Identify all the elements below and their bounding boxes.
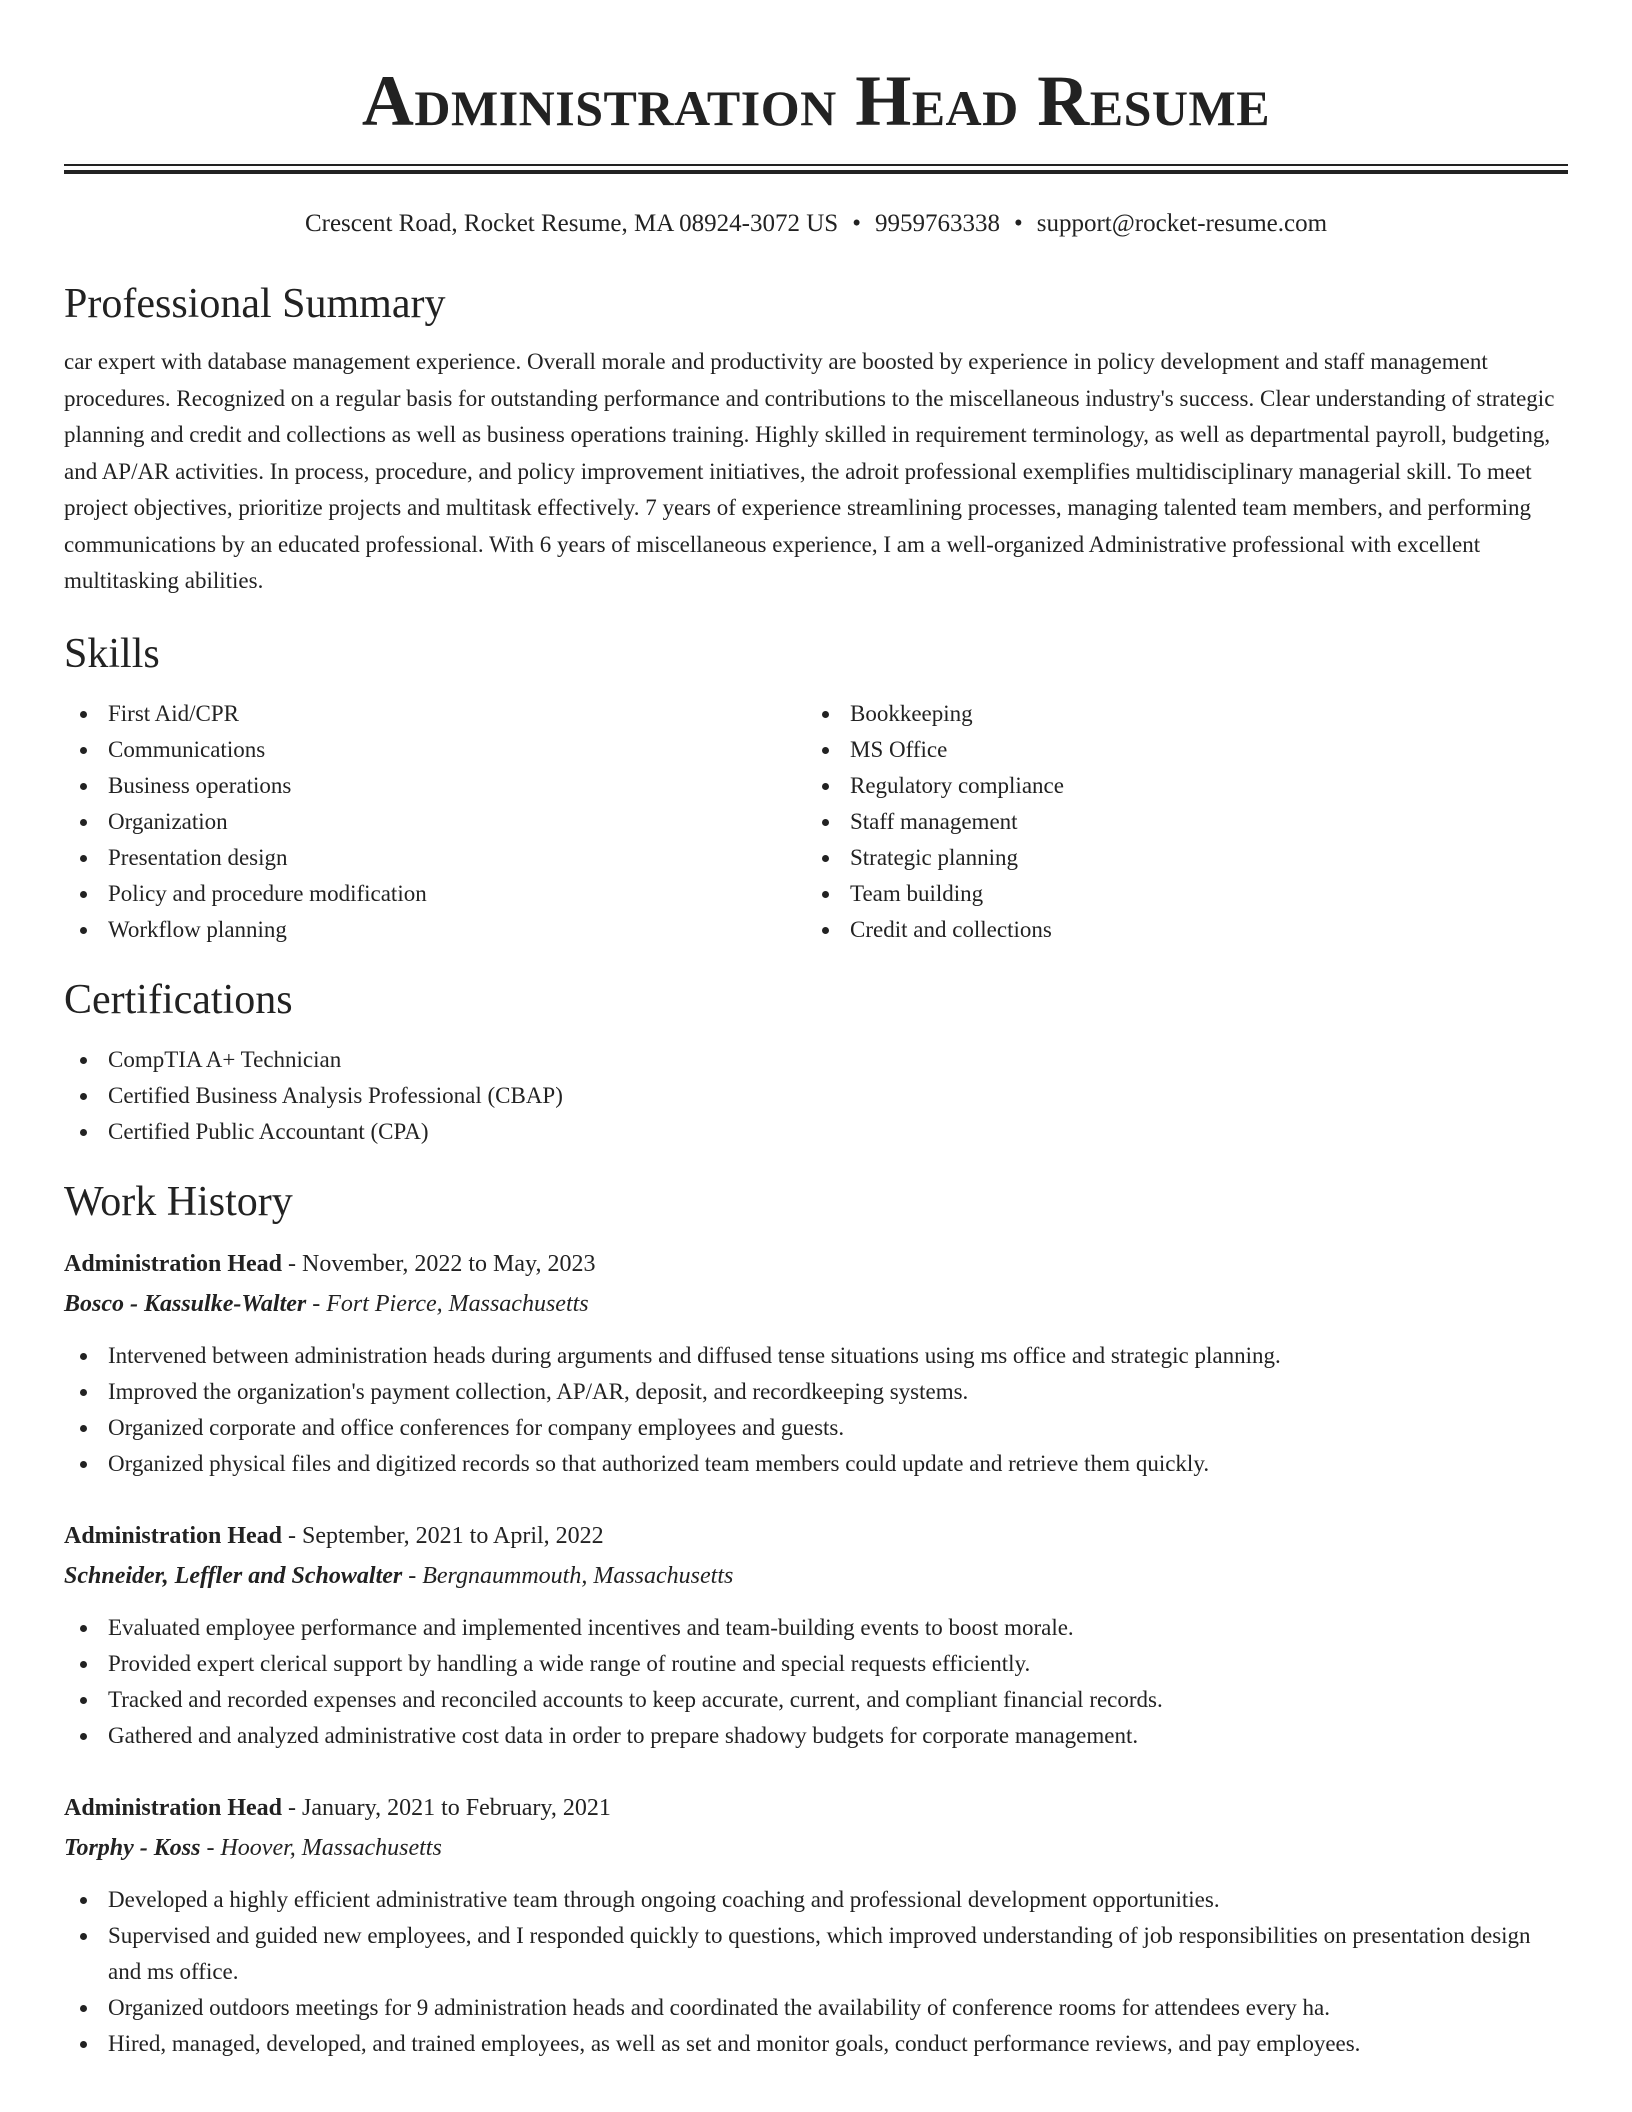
- bullet-dot-icon: [822, 855, 829, 862]
- bullet-dot-icon: [822, 783, 829, 790]
- job-duty-item: [64, 2026, 1568, 2062]
- bullet-dot-icon: [80, 711, 87, 718]
- skill-item: [64, 696, 806, 732]
- bullet-dot-icon: [80, 1129, 87, 1136]
- job-dates: - September, 2021 to April, 2022: [282, 1522, 604, 1549]
- bullet-dot-icon: [80, 747, 87, 754]
- skills-list-left: [64, 696, 806, 948]
- skill-item: [64, 912, 806, 948]
- skill-item: [806, 696, 1548, 732]
- skills-column-left: [64, 696, 806, 948]
- summary-section: [64, 278, 1568, 600]
- job-title: Administration Head: [64, 1250, 283, 1277]
- summary-heading: Professional Summary: [64, 281, 446, 327]
- bullet-dot-icon: [822, 927, 829, 934]
- bullet-dot-icon: [80, 1897, 87, 1904]
- certification-item-text: CompTIA A+ Technician: [108, 1046, 342, 1072]
- bullet-dot-icon: [80, 1697, 87, 1704]
- bullet-dot-icon: [80, 891, 87, 898]
- job-location: - Bergnaummouth, Massachusetts: [402, 1562, 734, 1589]
- bullet-dot-icon: [80, 1933, 87, 1940]
- bullet-dot-icon: [80, 855, 87, 862]
- page-title: Administration Head Resume: [361, 61, 1271, 141]
- bullet-dot-icon: [80, 1389, 87, 1396]
- job-company: Bosco - Kassulke-Walter: [64, 1290, 307, 1317]
- bullet-dot-icon: [80, 2041, 87, 2048]
- bullet-dot-icon: [80, 1661, 87, 1668]
- bullet-dot-icon: [80, 1353, 87, 1360]
- job-title-line: [64, 1788, 1568, 1828]
- skill-item: [64, 768, 806, 804]
- job-company: Torphy - Koss: [64, 1834, 201, 1861]
- job-company-line: [64, 1284, 1568, 1324]
- certification-item-text: Certified Business Analysis Professional (CBAP): [108, 1082, 563, 1108]
- job-duty-item-text: Improved the organization's payment collection, AP/AR, deposit, and recordkeeping systems.: [108, 1378, 969, 1404]
- bullet-dot-icon: [80, 1733, 87, 1740]
- bullet-dot-icon: [822, 747, 829, 754]
- job-title-line: [64, 1244, 1568, 1284]
- job-entry: [64, 1516, 1568, 1754]
- bullet-dot-icon: [80, 1057, 87, 1064]
- skill-item-text: First Aid/CPR: [108, 700, 240, 726]
- job-title: Administration Head: [64, 1522, 283, 1549]
- job-entry: [64, 1244, 1568, 1482]
- contact-phone: 9959763338: [874, 210, 1000, 237]
- job-duties-list: [64, 1882, 1568, 2062]
- skill-item: [64, 876, 806, 912]
- skill-item: [806, 912, 1548, 948]
- skills-heading: Skills: [64, 630, 160, 677]
- skill-item: [64, 840, 806, 876]
- job-duty-item-text: Supervised and guided new employees, and I responded quickly to questions, which improved understanding of job responsibilities on presentation design and ms office.: [108, 1922, 1531, 1984]
- job-duty-item: [64, 1374, 1568, 1410]
- work-history-section: [64, 1176, 1568, 2062]
- job-duty-item-text: Provided expert clerical support by handling a wide range of routine and special requests efficiently.: [108, 1650, 1031, 1676]
- certification-item: [64, 1078, 1568, 1114]
- bullet-dot-icon: [80, 1461, 87, 1468]
- contact-address: Crescent Road, Rocket Resume, MA 08924-3072 US: [304, 210, 839, 237]
- work-history-heading: Work History: [64, 1178, 293, 1225]
- job-location: - Fort Pierce, Massachusetts: [306, 1290, 589, 1317]
- bullet-dot-icon: [80, 1425, 87, 1432]
- job-duty-item: [64, 1646, 1568, 1682]
- bullet-dot-icon: [822, 819, 829, 826]
- skill-item-text: Communications: [108, 736, 266, 762]
- job-duties-list: [64, 1610, 1568, 1754]
- job-duty-item: [64, 1682, 1568, 1718]
- skills-list-right: [806, 696, 1548, 948]
- job-duty-item: [64, 1338, 1568, 1374]
- job-company-line: [64, 1828, 1568, 1868]
- jobs-list: [64, 1244, 1568, 2062]
- skill-item-text: Business operations: [108, 772, 292, 798]
- job-dates: - January, 2021 to February, 2021: [282, 1794, 611, 1821]
- contact-separator: •: [852, 210, 861, 237]
- job-duty-item: [64, 1882, 1568, 1918]
- skill-item-text: Workflow planning: [108, 916, 287, 942]
- job-duty-item-text: Hired, managed, developed, and trained employees, as well as set and monitor goals, conduct performance reviews, and pay employees.: [108, 2030, 1361, 2056]
- job-location: - Hoover, Massachusetts: [200, 1834, 442, 1861]
- skill-item-text: Policy and procedure modification: [108, 880, 427, 906]
- bullet-dot-icon: [80, 783, 87, 790]
- skill-item: [64, 732, 806, 768]
- job-duty-item-text: Evaluated employee performance and implemented incentives and team-building events to boost morale.: [108, 1614, 1074, 1640]
- certification-item-text: Certified Public Accountant (CPA): [108, 1118, 429, 1144]
- certification-item: [64, 1114, 1568, 1150]
- job-title-line: [64, 1516, 1568, 1556]
- job-company: Schneider, Leffler and Schowalter: [64, 1562, 403, 1589]
- skill-item-text: Staff management: [850, 808, 1018, 834]
- skill-item: [806, 876, 1548, 912]
- job-duty-item-text: Organized outdoors meetings for 9 administration heads and coordinated the availability of conference rooms for attendees every ha.: [108, 1994, 1330, 2020]
- skill-item-text: Credit and collections: [850, 916, 1052, 942]
- bullet-dot-icon: [822, 711, 829, 718]
- summary-text: car expert with database management experience. Overall morale and productivity are boosted by experience in policy development and staff management procedures. Recognized on a regular basis for outstanding performance and contributions to the miscellaneous industry's success. Clear understanding of strategic planning and credit and collections as well as business operations training. Highly skilled in requirement terminology, as well as departmental payroll, budgeting, and AP/AR activities. In process, procedure, and policy improvement initiatives, the adroit professional exemplifies multidisciplinary managerial skill. To meet project objectives, prioritize projects and multitask effectively. 7 years of experience streamlining processes, managing talented team members, and performing communications by an educated professional. With 6 years of miscellaneous experience, I am a well-organized Administrative professional with excellent multitasking abilities.: [64, 349, 1555, 593]
- bullet-dot-icon: [80, 2005, 87, 2012]
- skill-item: [806, 768, 1548, 804]
- skill-item: [806, 732, 1548, 768]
- job-duty-item-text: Organized corporate and office conferences for company employees and guests.: [108, 1414, 845, 1440]
- skill-item: [64, 804, 806, 840]
- job-duty-item-text: Organized physical files and digitized records so that authorized team members could update and retrieve them quickly.: [108, 1450, 1210, 1476]
- title-divider: [64, 164, 1568, 174]
- skills-column-right: [806, 696, 1548, 948]
- bullet-dot-icon: [80, 819, 87, 826]
- job-duty-item: [64, 1718, 1568, 1754]
- skill-item-text: Organization: [108, 808, 228, 834]
- bullet-dot-icon: [822, 891, 829, 898]
- bullet-dot-icon: [80, 1093, 87, 1100]
- skill-item: [806, 840, 1548, 876]
- job-company-line: [64, 1556, 1568, 1596]
- job-duty-item: [64, 1610, 1568, 1646]
- certifications-section: [64, 974, 1568, 1150]
- certifications-list: [64, 1042, 1568, 1150]
- skill-item-text: Strategic planning: [850, 844, 1018, 870]
- job-duty-item: [64, 1410, 1568, 1446]
- job-duty-item-text: Tracked and recorded expenses and reconciled accounts to keep accurate, current, and compliant financial records.: [108, 1686, 1163, 1712]
- contact-line: [64, 208, 1568, 240]
- certifications-heading: Certifications: [64, 976, 293, 1023]
- job-duty-item: [64, 1446, 1568, 1482]
- job-duty-item-text: Developed a highly efficient administrative team through ongoing coaching and professional development opportunities.: [108, 1886, 1220, 1912]
- job-duty-item: [64, 1990, 1568, 2026]
- job-entry: [64, 1788, 1568, 2062]
- skill-item-text: Presentation design: [108, 844, 288, 870]
- job-title: Administration Head: [64, 1794, 283, 1821]
- job-duty-item-text: Intervened between administration heads during arguments and diffused tense situations using ms office and strategic planning.: [108, 1342, 1281, 1368]
- skill-item-text: Bookkeeping: [850, 700, 973, 726]
- skill-item-text: MS Office: [850, 736, 948, 762]
- contact-separator: •: [1013, 210, 1023, 237]
- bullet-dot-icon: [80, 1625, 87, 1632]
- contact-email: support@rocket-resume.com: [1036, 210, 1328, 237]
- skills-grid: [64, 696, 1568, 948]
- bullet-dot-icon: [80, 927, 87, 934]
- skill-item-text: Team building: [850, 880, 984, 906]
- skill-item: [806, 804, 1548, 840]
- job-dates: - November, 2022 to May, 2023: [282, 1250, 596, 1277]
- skill-item-text: Regulatory compliance: [850, 772, 1064, 798]
- job-duty-item: [64, 1918, 1568, 1990]
- certification-item: [64, 1042, 1568, 1078]
- job-duties-list: [64, 1338, 1568, 1482]
- skills-section: [64, 628, 1568, 948]
- job-duty-item-text: Gathered and analyzed administrative cost data in order to prepare shadowy budgets for corporate management.: [108, 1722, 1139, 1748]
